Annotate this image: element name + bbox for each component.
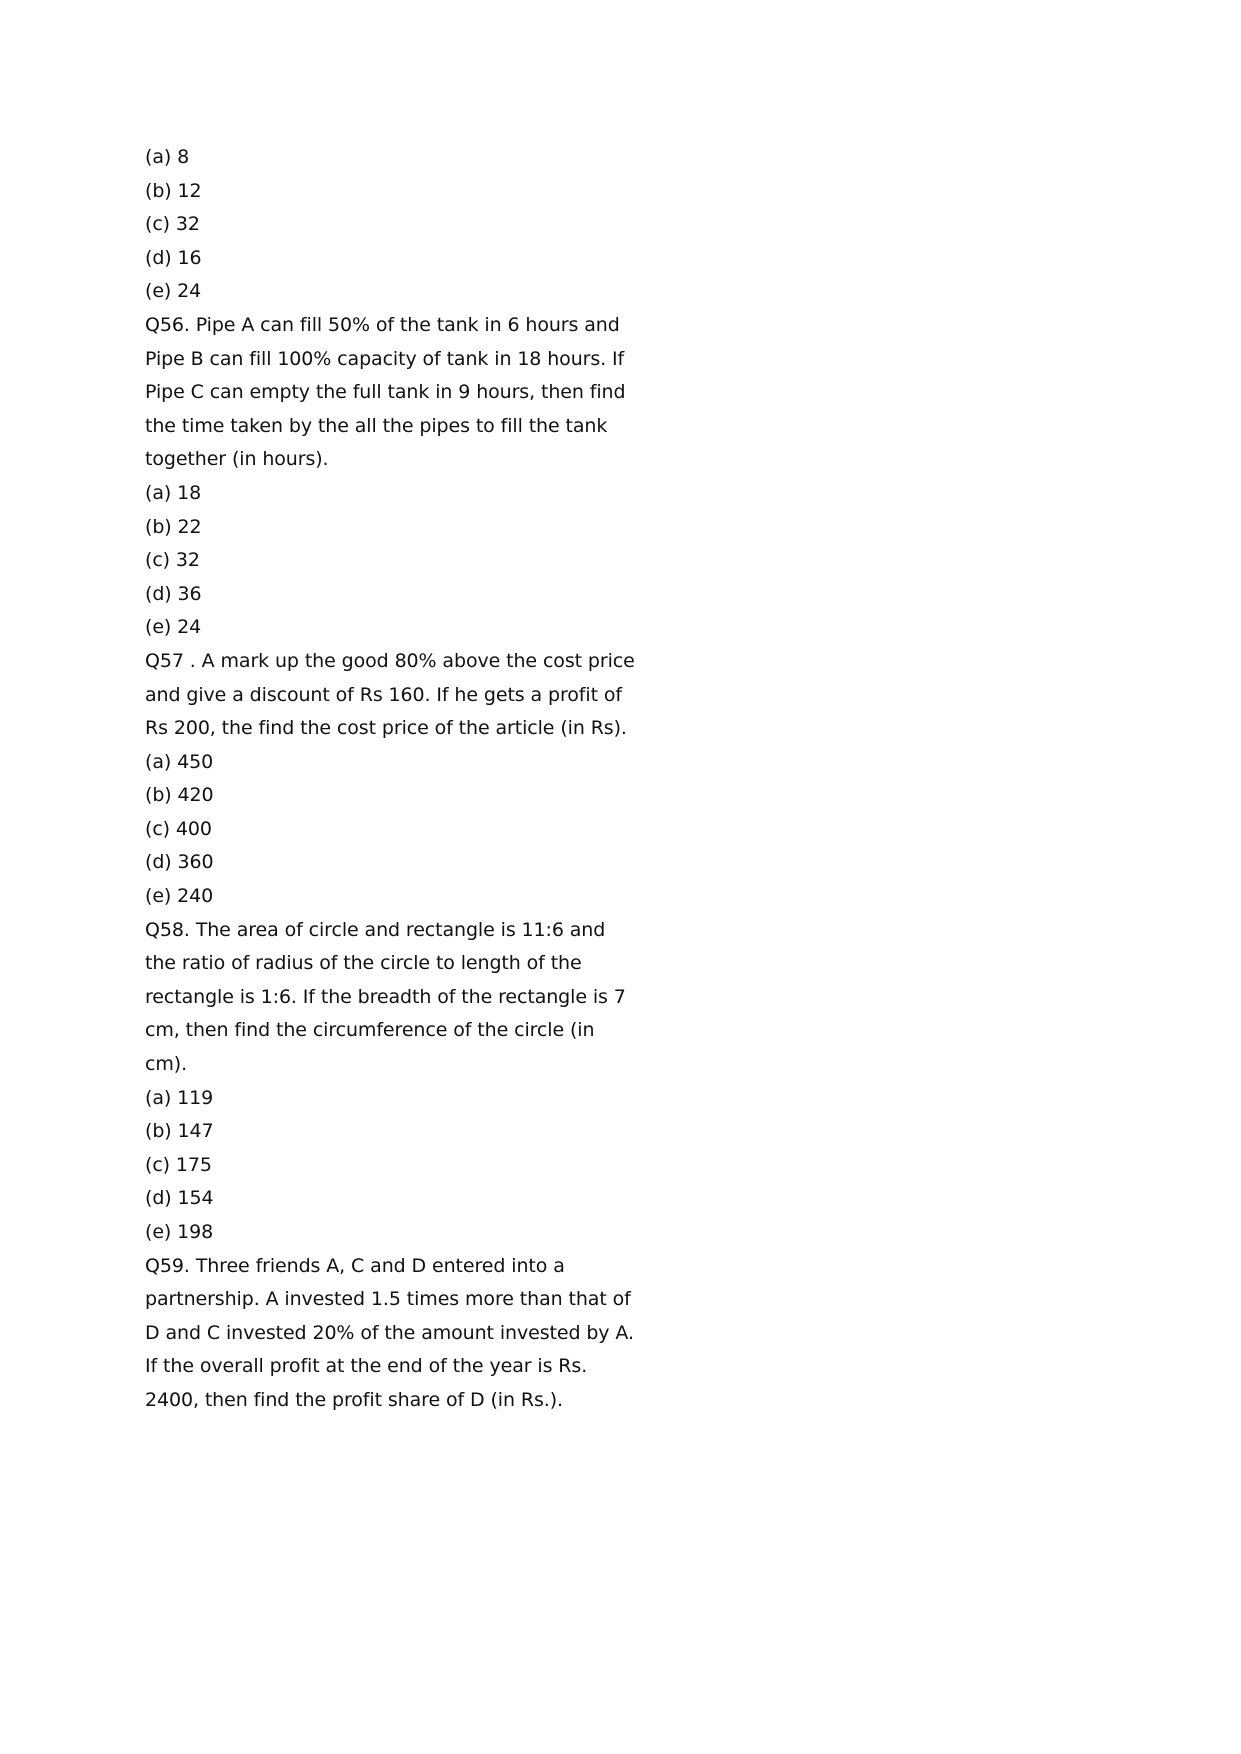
option-d: (d) 154 <box>145 1187 214 1210</box>
question-text-line: the ratio of radius of the circle to length of the <box>145 952 582 975</box>
q58-options <box>145 1082 665 1250</box>
option-a: (a) 8 <box>145 146 190 168</box>
option-c: (c) 175 <box>145 1153 212 1176</box>
question-q56 <box>145 309 665 477</box>
question-text-line: Q57 . A mark up the good 80% above the cost price <box>145 649 635 672</box>
question-text-line: cm, then find the circumference of the circle (in <box>145 1019 595 1042</box>
question-text-line: If the overall profit at the end of the year is Rs. <box>145 1355 588 1378</box>
option-d: (d) 360 <box>145 851 214 874</box>
option-b: (b) 12 <box>145 179 202 202</box>
question-q58 <box>145 914 665 1082</box>
question-text-line: rectangle is 1:6. If the breadth of the rectangle is 7 <box>145 985 626 1008</box>
previous-question-options <box>145 141 665 309</box>
option-a: (a) 450 <box>145 750 214 773</box>
question-q59 <box>145 1250 665 1418</box>
question-text-line: partnership. A invested 1.5 times more than that of <box>145 1288 631 1311</box>
option-d: (d) 16 <box>145 246 202 269</box>
option-b: (b) 147 <box>145 1120 214 1143</box>
question-text-line: cm). <box>145 1053 188 1076</box>
q56-options <box>145 477 665 645</box>
q57-options <box>145 746 665 914</box>
question-text-line: and give a discount of Rs 160. If he gets a profit of <box>145 683 622 706</box>
option-d: (d) 36 <box>145 582 202 605</box>
question-q57 <box>145 645 665 746</box>
option-a: (a) 18 <box>145 481 202 504</box>
question-text-line: Q59. Three friends A, C and D entered into a <box>145 1254 565 1277</box>
option-b: (b) 22 <box>145 515 202 538</box>
question-text-line: D and C invested 20% of the amount invested by A. <box>145 1321 634 1344</box>
question-text-line: 2400, then find the profit share of D (in Rs.). <box>145 1388 563 1411</box>
option-c: (c) 400 <box>145 817 212 840</box>
option-a: (a) 119 <box>145 1086 214 1109</box>
question-text-line: Pipe C can empty the full tank in 9 hours, then find <box>145 381 626 404</box>
option-e: (e) 24 <box>145 280 202 303</box>
question-text-line: together (in hours). <box>145 448 329 471</box>
question-text-line: Rs 200, the find the cost price of the article (in Rs). <box>145 717 627 740</box>
option-e: (e) 198 <box>145 1221 214 1243</box>
document-page <box>145 141 665 1418</box>
option-c: (c) 32 <box>145 213 200 236</box>
option-b: (b) 420 <box>145 784 214 807</box>
question-text-line: Pipe B can fill 100% capacity of tank in 18 hours. If <box>145 347 625 370</box>
option-e: (e) 24 <box>145 616 202 639</box>
question-text-line: Q56. Pipe A can fill 50% of the tank in 6 hours and <box>145 313 620 336</box>
question-text-line: the time taken by the all the pipes to fill the tank <box>145 414 608 437</box>
question-text-line: Q58. The area of circle and rectangle is 11:6 and <box>145 918 606 941</box>
option-c: (c) 32 <box>145 549 200 572</box>
option-e: (e) 240 <box>145 885 214 908</box>
